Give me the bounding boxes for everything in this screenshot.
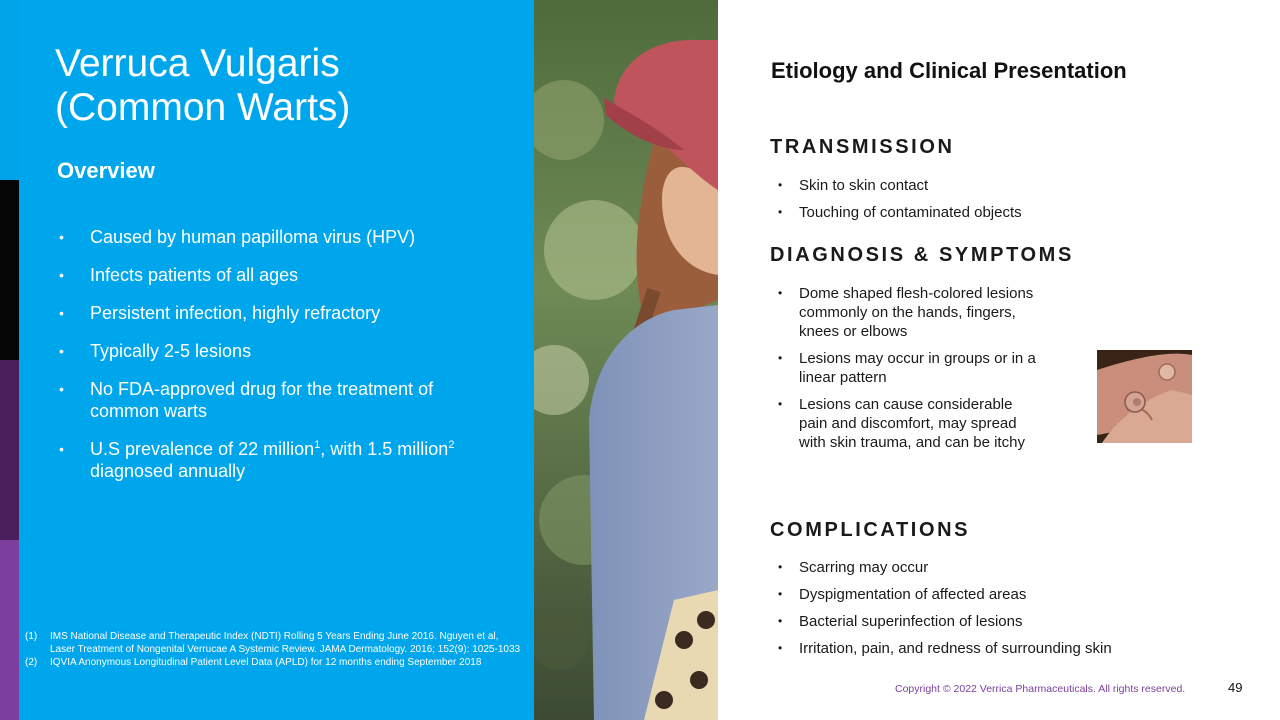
overview-bullet: • Caused by human papilloma virus (HPV) <box>57 226 497 248</box>
footnote-text: IQVIA Anonymous Longitudinal Patient Level Data (APLD) for 12 months ending September 2018 <box>50 657 482 668</box>
footnote <box>25 630 525 656</box>
overview-bullet: • Persistent infection, highly refractory <box>57 302 497 324</box>
footnote-number: (2) <box>25 657 38 668</box>
complications-list <box>776 558 1112 666</box>
footnote-ref-1: 1 <box>314 439 321 451</box>
overview-heading: Overview <box>57 158 155 183</box>
side-strip-black <box>0 180 19 360</box>
footnote-number: (1) <box>25 631 38 642</box>
complications-heading: COMPLICATIONS <box>770 519 971 541</box>
title-line-2: (Common Warts) <box>55 86 351 129</box>
list-item: • Dome shaped flesh-colored lesions commonly on the hands, fingers, knees or elbows <box>776 284 1041 341</box>
diagnosis-list <box>776 284 1041 460</box>
prevalence-text-start: U.S prevalence of 22 million <box>90 439 315 459</box>
footnote-text: IMS National Disease and Therapeutic Index (NDTI) Rolling 5 Years Ending June 2016. Nguyen et al, Laser Treatment of Nongenital Verrucae A Systemic Review. JAMA Dermatology. 2016; 152(9): 1025-1033 <box>50 631 521 655</box>
list-item: • Touching of contaminated objects <box>776 203 1022 222</box>
transmission-list <box>776 176 1022 230</box>
prevalence-text-mid: , with 1.5 million <box>320 439 449 459</box>
overview-bullet-prevalence <box>57 438 497 482</box>
overview-bullet-list <box>57 226 497 498</box>
diagnosis-heading: DIAGNOSIS & SYMPTOMS <box>770 244 1074 266</box>
overview-bullet: • Typically 2-5 lesions <box>57 340 497 362</box>
section-title: Etiology and Clinical Presentation <box>771 58 1127 83</box>
slide-title <box>55 42 495 130</box>
overview-bullet: • No FDA-approved drug for the treatment of common warts <box>57 378 497 422</box>
wart-photo <box>1097 350 1192 443</box>
list-item: • Lesions can cause considerable pain and discomfort, may spread with skin trauma, and can be itchy <box>776 395 1041 452</box>
list-item: • Dyspigmentation of affected areas <box>776 585 1112 604</box>
list-item: • Scarring may occur <box>776 558 1112 577</box>
side-strip-dark-purple <box>0 360 19 540</box>
footnotes <box>25 630 525 669</box>
person-photo <box>534 0 718 720</box>
prevalence-text-end: diagnosed annually <box>90 461 246 481</box>
list-item: • Irritation, pain, and redness of surrounding skin <box>776 639 1112 658</box>
footnote <box>25 656 525 669</box>
transmission-heading: TRANSMISSION <box>770 136 955 158</box>
side-strip-blue <box>0 0 19 180</box>
copyright-notice: Copyright © 2022 Verrica Pharmaceuticals. All rights reserved. <box>895 683 1186 695</box>
side-strip-purple <box>0 540 19 720</box>
overview-bullet: • Infects patients of all ages <box>57 264 497 286</box>
list-item: • Skin to skin contact <box>776 176 1022 195</box>
footnote-ref-2: 2 <box>448 439 455 451</box>
page-number: 49 <box>1228 680 1243 695</box>
list-item: • Lesions may occur in groups or in a linear pattern <box>776 349 1041 387</box>
list-item: • Bacterial superinfection of lesions <box>776 612 1112 631</box>
title-line-1: Verruca Vulgaris <box>55 42 340 85</box>
overview-panel <box>19 0 534 720</box>
